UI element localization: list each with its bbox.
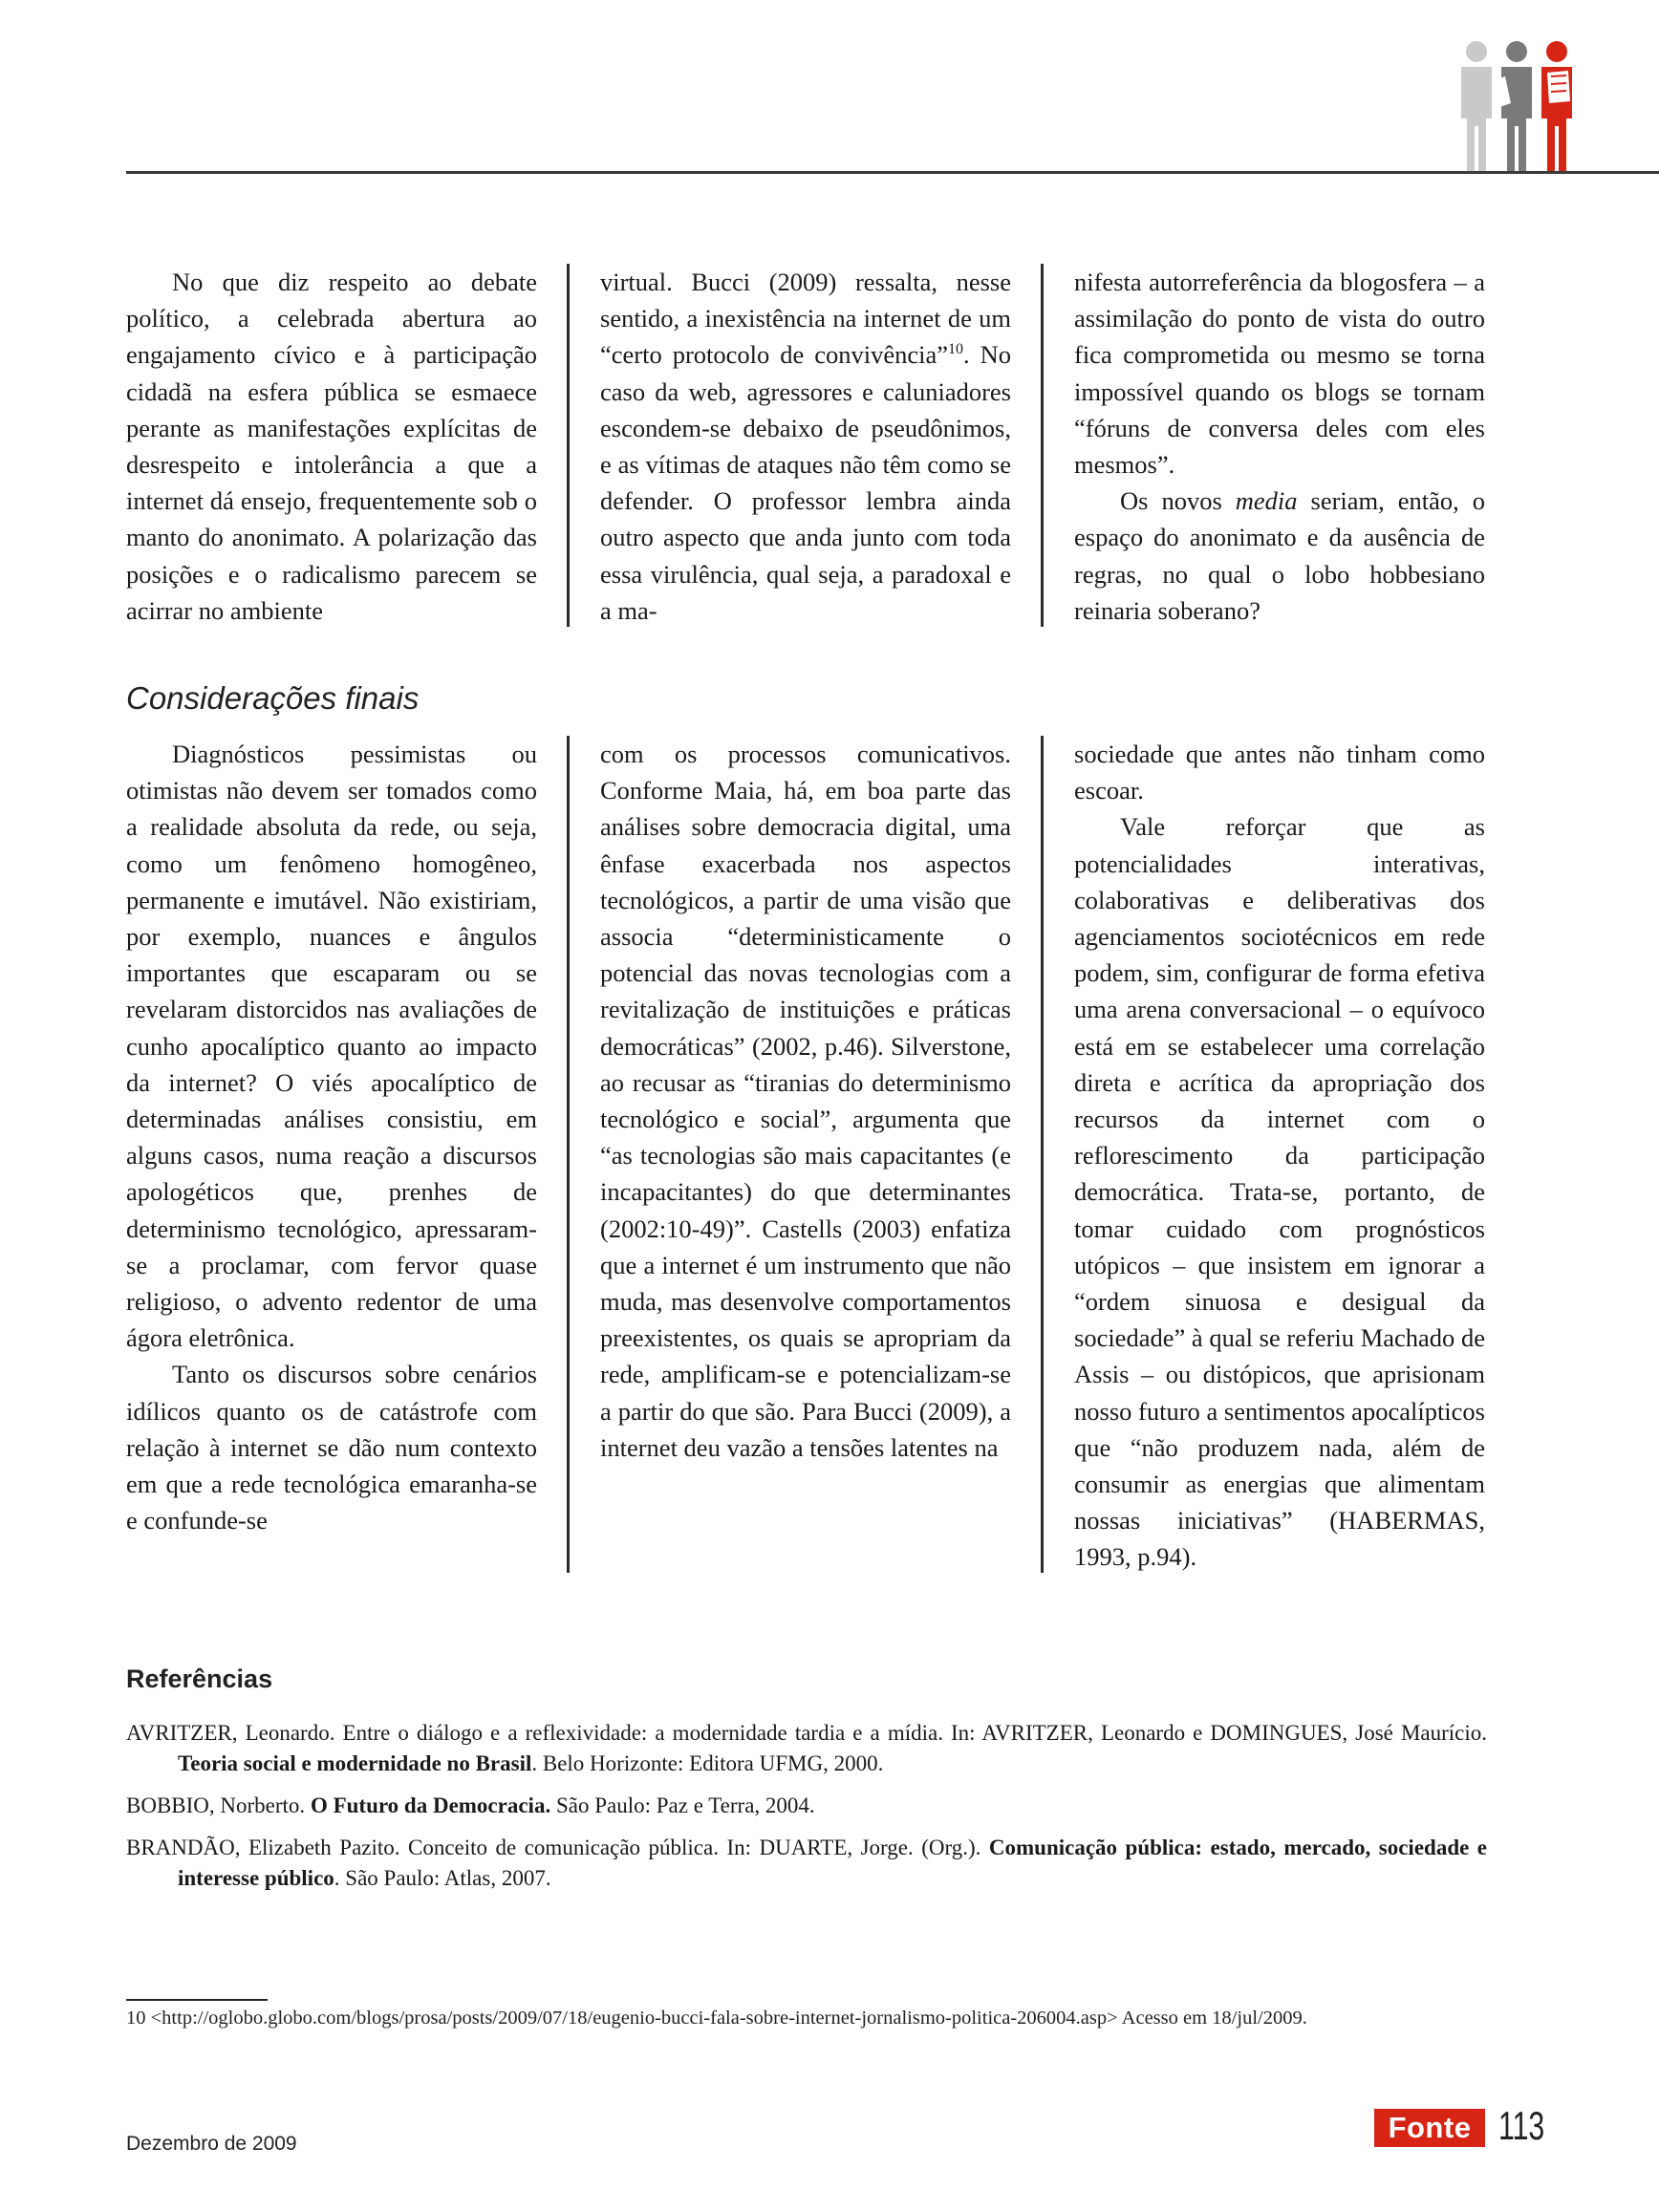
- column-3: [1074, 736, 1485, 1576]
- column-3: [1074, 264, 1485, 629]
- footer-date: Dezembro de 2009: [126, 2133, 297, 2155]
- column-divider: [1041, 264, 1044, 627]
- section-title: Considerações finais: [126, 680, 420, 716]
- paragraph: Vale reforçar que as potencialidades interativas, colaborativas e deliberativas dos agenciamentos sociotécnicos em rede podem, sim, configurar de forma efetiva uma arena conversacional – o equívoco está em se estabelecer uma correlação direta e acrítica da apropriação dos recursos da internet com o reflorescimento da participação democrática. Trata-se, portanto, de tomar cuidado com prognósticos utópicos – que insistem em ignorar a “ordem sinuosa e desigual da sociedade” à qual se referiu Machado de Assis – ou distópicos, que aprisionam nosso futuro a sentimentos apocalípticos que “não produzem nada, além de consumir as energias que alimentam nossas iniciativas” (HABERMAS, 1993, p.94).: [1074, 812, 1485, 1572]
- references-heading: Referências: [126, 1664, 273, 1693]
- references-list: [126, 1718, 1487, 1905]
- paragraph: Os novos media seriam, então, o espaço do anonimato e da ausência de regras, no qual o lobo hobbesiano reinaria soberano?: [1074, 486, 1486, 625]
- paragraph: sociedade que antes não tinham como escoar.: [1074, 740, 1485, 805]
- paragraph: Diagnósticos pessimistas ou otimistas não devem ser tomados como a realidade absoluta da rede, ou seja, como um fenômeno homogêneo, permanente e imutável. Não existiriam, por exemplo, nuances e ângulos importantes que escaparam ou se revelaram distorcidos nas avaliações de cunho apocalíptico quanto ao impacto da internet? O viés apocalíptico de determinadas análises consistiu, em alguns casos, numa reação a discursos apologéticos que, prenhes de determinismo tecnológico, apressaram-se a proclamar, com fervor quase religioso, o advento redentor de uma ágora eletrônica.: [126, 740, 537, 1353]
- column-1: [126, 736, 537, 1538]
- paragraph: virtual. Bucci (2009) ressalta, nesse sentido, a inexistência na internet de um “certo protocolo de convivência”$^{10}$. No caso da web, agressores e caluniadores escondem-se debaixo de pseudônimos, e as vítimas de ataques não têm como se defender. O professor lembra ainda outro aspecto que anda junto com toda essa virulência, qual seja, a paradoxal e a ma-: [600, 268, 1011, 625]
- reference-item: AVRITZER, Leonardo. Entre o diálogo e a reflexividade: a modernidade tardia e a mídia. In: AVRITZER, Leonardo e DOMINGUES, José Maurício. Teoria social e modernidade no Brasil. Belo Horizonte: Editora UFMG, 2000.: [126, 1721, 1487, 1775]
- column-divider: [567, 736, 570, 1573]
- paragraph: No que diz respeito ao debate político, a celebrada abertura ao engajamento cívico e à participação cidadã na esfera pública se esmaece perante as manifestações explícitas de desrespeito e intolerância a que a internet dá ensejo, frequentemente sob o manto do anonimato. A polarização das posições e o radicalismo parecem se acirrar no ambiente: [126, 268, 537, 625]
- column-1: [126, 264, 537, 629]
- paragraph: Tanto os discursos sobre cenários idílicos quanto os de catástrofe com relação à internet se dão num contexto em que a rede tecnológica emaranha-se e confunde-se: [126, 1360, 537, 1536]
- three-people-logo-icon: [1448, 38, 1591, 172]
- footnote: [126, 2005, 1512, 2031]
- footnote-rule: [126, 1999, 268, 2001]
- page-number: 113: [1498, 2103, 1545, 2148]
- column-divider: [567, 264, 570, 627]
- column-2: [600, 736, 1011, 1466]
- paragraph: nifesta autorreferência da blogosfera – a assimilação do ponto de vista do outro fica comprometida ou mesmo se torna impossível quando os blogs se tornam “fóruns de conversa deles com eles mesmos”.: [1074, 268, 1485, 480]
- paragraph: com os processos comunicativos. Conforme Maia, há, em boa parte das análises sobre democracia digital, uma ênfase exacerbada nos aspectos tecnológicos, a partir de uma visão que associa “deterministicamente o potencial das novas tecnologias com a revitalização de instituições e práticas democráticas” (2002, p.46). Silverstone, ao recusar as “tiranias do determinismo tecnológico e social”, argumenta que “as tecnologias são mais capacitantes (e incapacitantes) do que determinantes (2002:10-49)”. Castells (2003) enfatiza que a internet é um instrumento que não muda, mas desenvolve comportamentos preexistentes, os quais se apropriam da rede, amplificam-se e potencializam-se a partir do que são. Para Bucci (2009), a internet deu vazão a tensões latentes na: [600, 740, 1011, 1462]
- column-divider: [1041, 736, 1044, 1573]
- brand-logo: Fonte: [1374, 2109, 1485, 2147]
- header-rule: [126, 171, 1659, 174]
- reference-item: BRANDÃO, Elizabeth Pazito. Conceito de comunicação pública. In: DUARTE, Jorge. (Org.). Comunicação pública: estado, mercado, sociedade e interesse público. São Paulo: Atlas, 2007.: [126, 1836, 1488, 1890]
- footnote-ref: 10: [948, 341, 963, 358]
- footnote-number: 10: [126, 2008, 146, 2029]
- column-2: [600, 264, 1011, 629]
- reference-item: BOBBIO, Norberto. O Futuro da Democracia. São Paulo: Paz e Terra, 2004.: [126, 1793, 815, 1817]
- footnote-text: <http://oglobo.globo.com/blogs/prosa/posts/2009/07/18/eugenio-bucci-fala-sobre-internet-jornalismo-politica-206004.asp> Acesso em 18/jul/2009.: [145, 2008, 1307, 2029]
